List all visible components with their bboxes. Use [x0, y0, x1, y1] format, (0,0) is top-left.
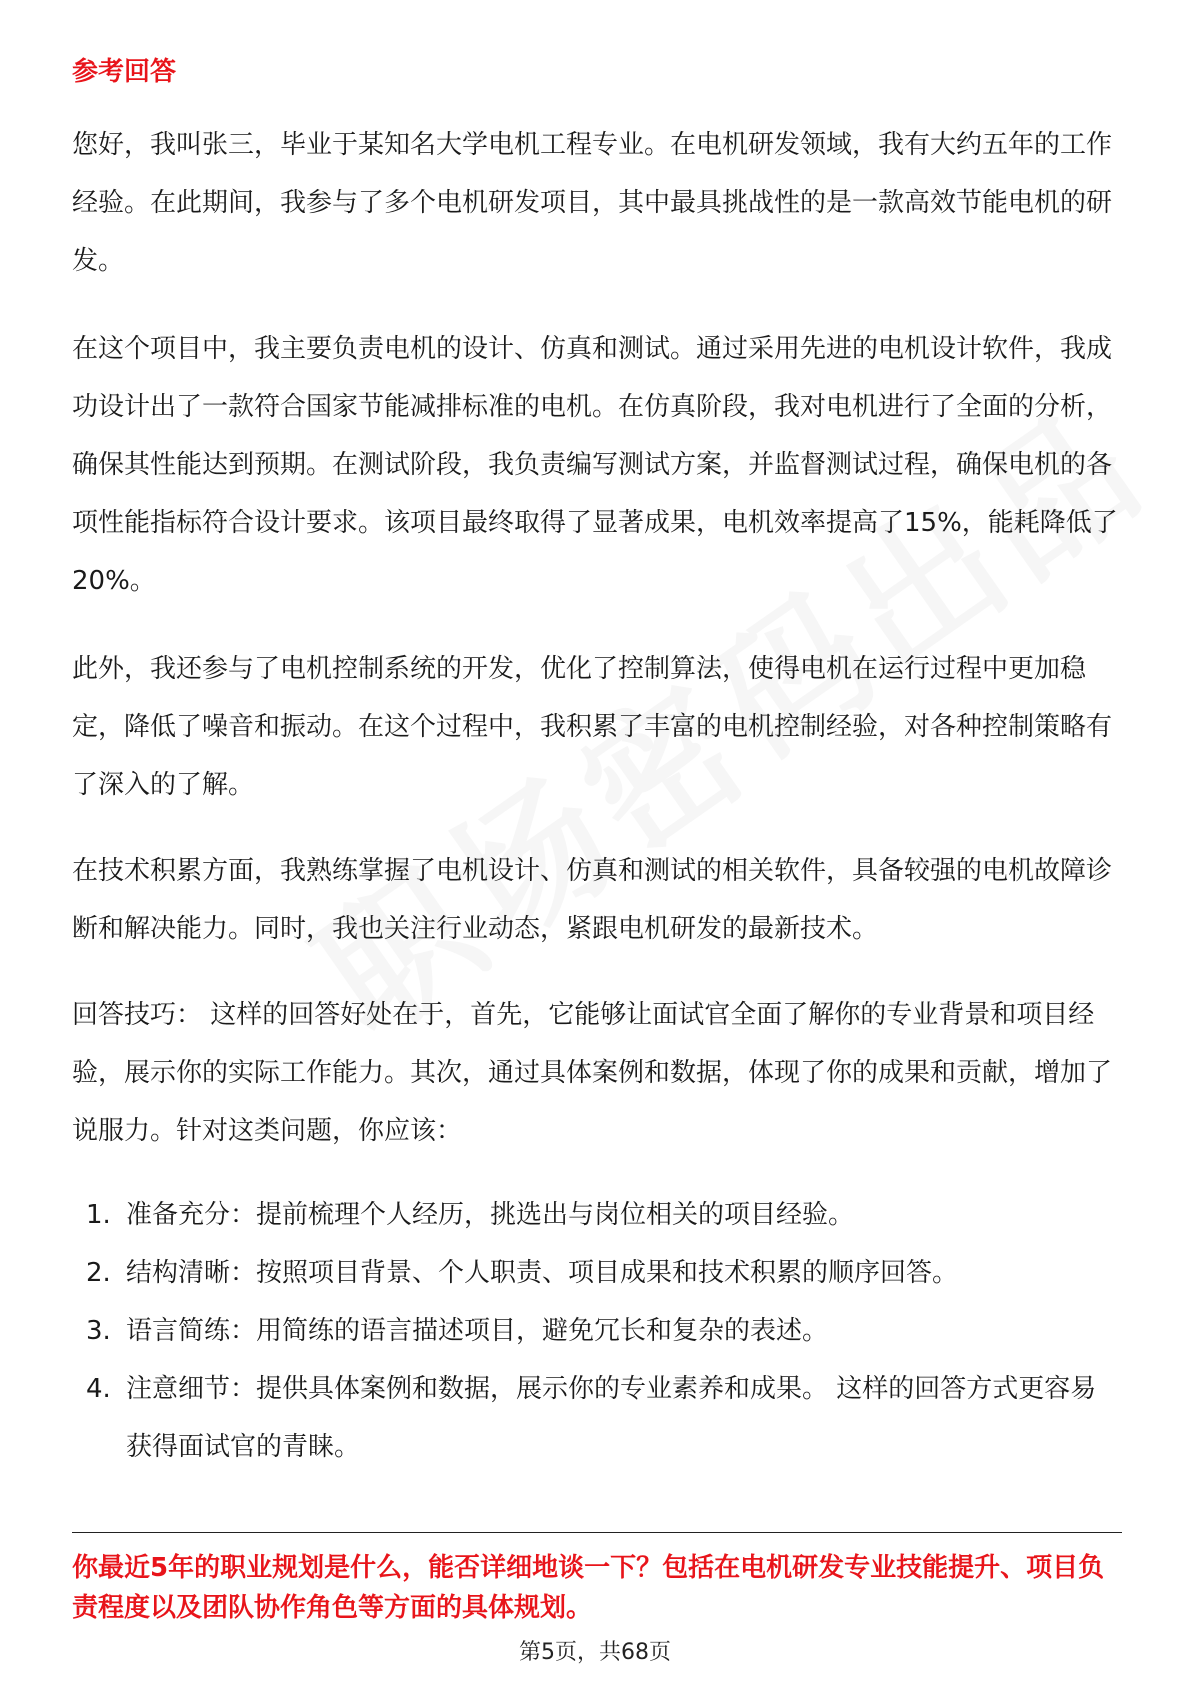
page-number-footer: 第5页，共68页: [519, 1640, 671, 1665]
list-item: [72, 1360, 1122, 1476]
tips-list: [72, 1186, 1122, 1476]
next-question: 你最近5年的职业规划是什么，能否详细地谈一下？包括在电机研发专业技能提升、项目负责程度以及团队协作角色等方面的具体规划。: [72, 1553, 1105, 1623]
list-item-number: 4.: [86, 1374, 111, 1404]
answer-paragraph-control: 此外，我还参与了电机控制系统的开发，优化了控制算法，使得电机在运行过程中更加稳定，降低了噪音和振动。在这个过程中，我积累了丰富的电机控制经验，对各种控制策略有了深入的了解。: [72, 654, 1113, 800]
list-item: [72, 1186, 1122, 1244]
answer-paragraph-intro: 您好，我叫张三，毕业于某知名大学电机工程专业。在电机研发领域，我有大约五年的工作经验。在此期间，我参与了多个电机研发项目，其中最具挑战性的是一款高效节能电机的研发。: [72, 130, 1113, 276]
section-divider: [72, 1532, 1122, 1533]
document-page: [72, 0, 1122, 1684]
list-item: [72, 1302, 1122, 1360]
list-item-text: 准备充分：提前梳理个人经历，挑选出与岗位相关的项目经验。: [126, 1200, 855, 1230]
list-item-text: 注意细节：提供具体案例和数据，展示你的专业素养和成果。 这样的回答方式更容易获得面试官的青睐。: [126, 1374, 1097, 1462]
list-item-number: 3.: [86, 1316, 111, 1346]
answer-tips-intro: 回答技巧： 这样的回答好处在于，首先，它能够让面试官全面了解你的专业背景和项目经验，展示你的实际工作能力。其次，通过具体案例和数据，体现了你的成果和贡献，增加了说服力。针对这类问题，你应该：: [72, 1000, 1113, 1146]
answer-paragraph-project: 在这个项目中，我主要负责电机的设计、仿真和测试。通过采用先进的电机设计软件，我成功设计出了一款符合国家节能减排标准的电机。在仿真阶段，我对电机进行了全面的分析，确保其性能达到预期。在测试阶段，我负责编写测试方案，并监督测试过程，确保电机的各项性能指标符合设计要求。该项目最终取得了显著成果，电机效率提高了15%，能耗降低了20%。: [72, 334, 1118, 596]
list-item-text: 语言简练：用简练的语言描述项目，避免冗长和复杂的表述。: [126, 1316, 829, 1346]
list-item-number: 1.: [86, 1200, 111, 1230]
answer-paragraph-skills: 在技术积累方面，我熟练掌握了电机设计、仿真和测试的相关软件，具备较强的电机故障诊断和解决能力。同时，我也关注行业动态，紧跟电机研发的最新技术。: [72, 856, 1113, 944]
list-item-text: 结构清晰：按照项目背景、个人职责、项目成果和技术积累的顺序回答。: [126, 1258, 959, 1288]
list-item: [72, 1244, 1122, 1302]
list-item-number: 2.: [86, 1258, 111, 1288]
section-heading: 参考回答: [72, 57, 177, 87]
